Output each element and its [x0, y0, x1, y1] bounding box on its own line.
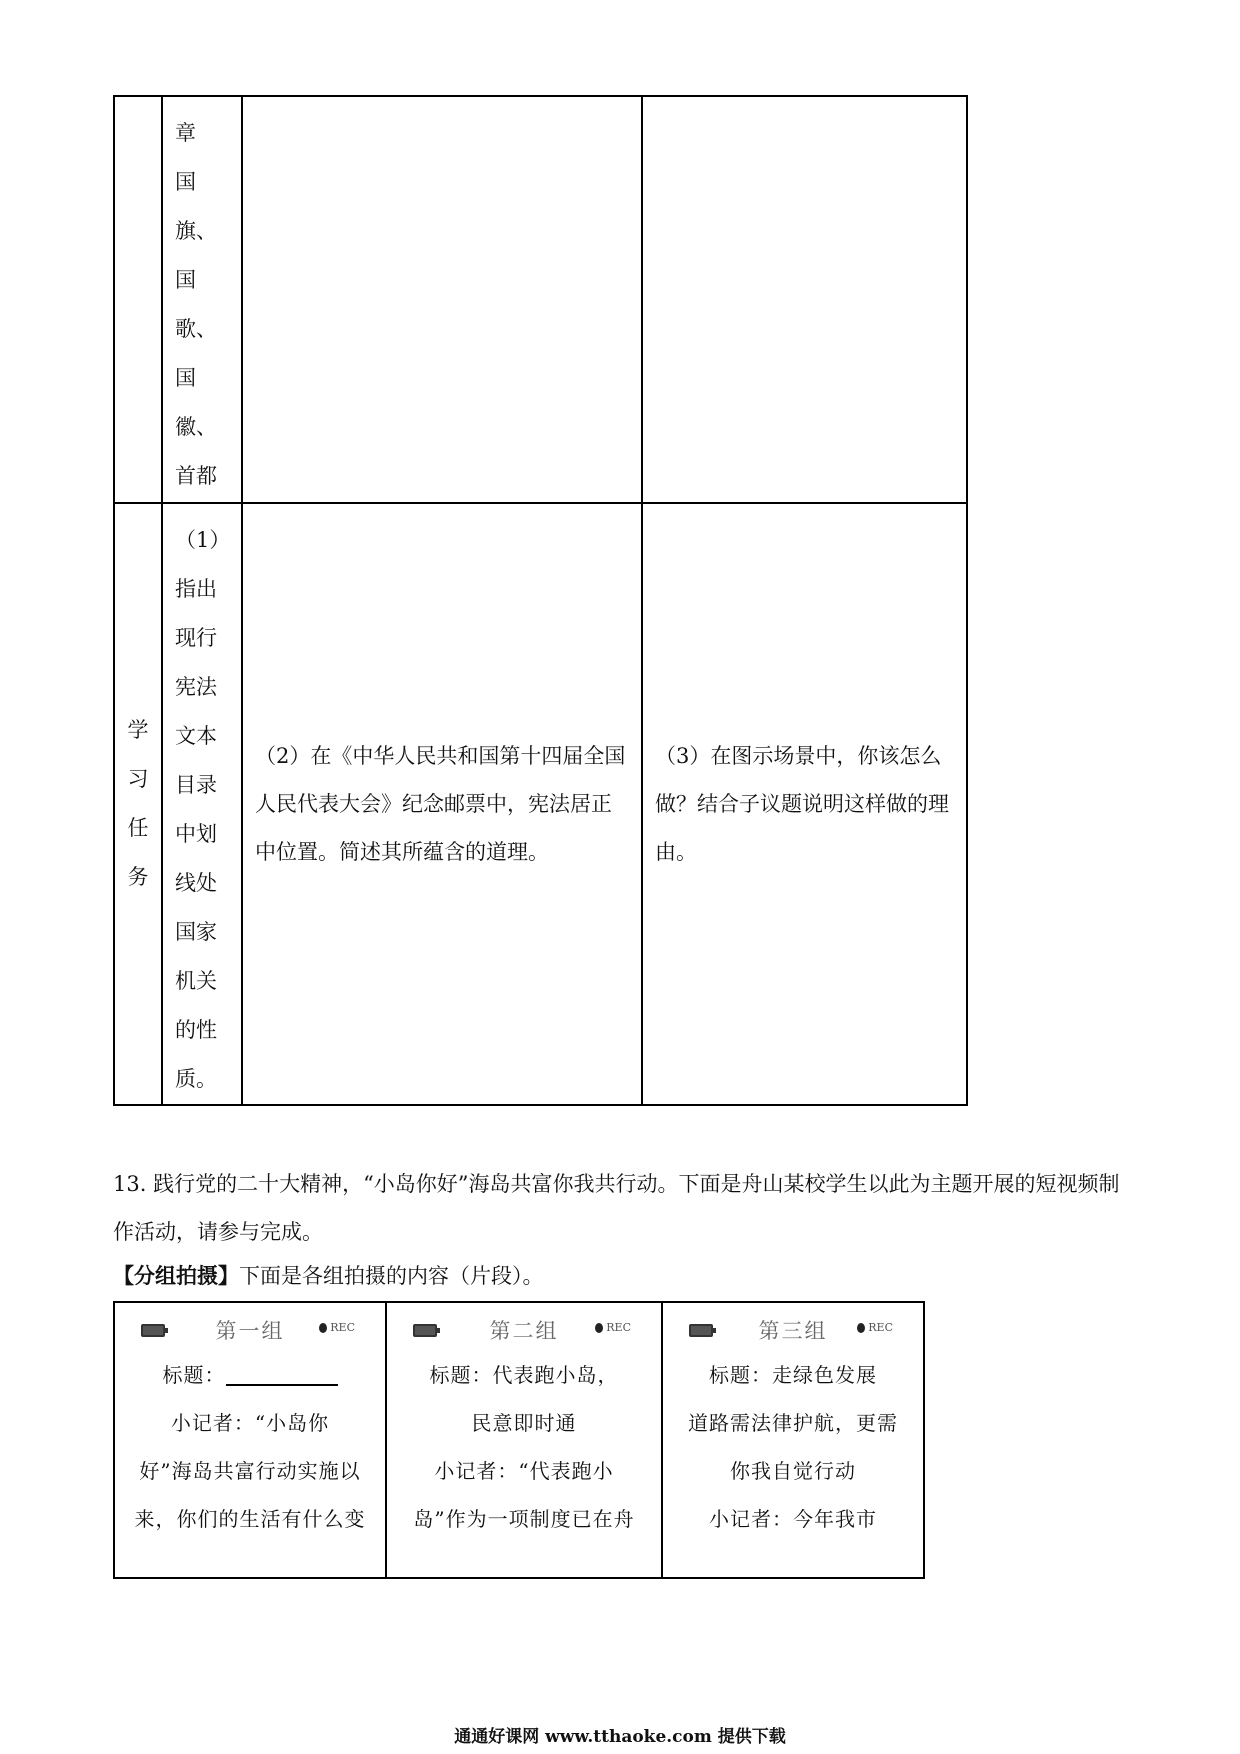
group-3-text: 标题：走绿色发展 道路需法律护航，更需 你我自觉行动 小记者：今年我市: [688, 1363, 898, 1531]
record-dot-icon: [857, 1323, 865, 1333]
question-13-intro: 13. 践行党的二十大精神，“小岛你好”海岛共富你我共行动。下面是舟山某校学生以此为主题开展的短视频制作活动，请参与完成。: [113, 1172, 1120, 1244]
task-1-cell: （1） 指出 现行 宪法 文本 目录 中划 线处 国家 机关 的性 质。: [162, 503, 242, 1105]
group-1-text: 标题： 小记者：“小岛你 好”海岛共富行动实施以 来，你们的生活有什么变: [115, 1351, 385, 1543]
rec-indicator: REC: [857, 1321, 893, 1334]
camera-bar: [663, 1303, 923, 1351]
record-dot-icon: [319, 1323, 327, 1333]
page-footer: 通通好课网 www.tthaoke.com 提供下载: [454, 1727, 786, 1747]
camera-bar: [387, 1303, 661, 1351]
group-3-clip: [662, 1302, 924, 1578]
table-row: [114, 96, 967, 503]
table-cell-empty: [242, 96, 642, 503]
subheading-bracket: 【分组拍摄】: [113, 1263, 239, 1288]
learning-task-label: 学 习 任 务: [114, 503, 162, 1105]
group-title: 第三组: [758, 1319, 828, 1343]
group-1-clip: [114, 1302, 386, 1578]
group-title: 第一组: [215, 1319, 285, 1343]
task-3-cell: （3）在图示场景中，你该怎么做？结合子议题说明这样做的理由。: [642, 503, 967, 1105]
group-clips-table: [113, 1301, 925, 1579]
task-2-cell: （2）在《中华人民共和国第十四届全国人民代表大会》纪念邮票中，宪法居正中位置。简述其所蕴含的道理。: [242, 503, 642, 1105]
record-dot-icon: [595, 1323, 603, 1333]
camera-bar: [115, 1303, 385, 1351]
rec-indicator: REC: [319, 1321, 355, 1334]
table-cell-empty: [114, 96, 162, 503]
table-cell-empty: [642, 96, 967, 503]
group-shoot-heading: [113, 1256, 544, 1296]
table-row: [114, 1302, 924, 1578]
subheading-text: 下面是各组拍摄的内容（片段）。: [239, 1264, 544, 1288]
group-2-clip: [386, 1302, 662, 1578]
constitution-task-table: [113, 95, 968, 1106]
symbols-cell: 章 国 旗、 国 歌、 国 徽、 首都: [162, 96, 242, 503]
table-row: [114, 503, 967, 1105]
group-title: 第二组: [489, 1319, 559, 1343]
group-2-text: 标题：代表跑小岛， 民意即时通 小记者：“代表跑小 岛”作为一项制度已在舟: [413, 1363, 635, 1531]
fill-in-blank[interactable]: [226, 1364, 338, 1386]
title-line: 标题：: [127, 1351, 373, 1399]
rec-indicator: REC: [595, 1321, 631, 1334]
